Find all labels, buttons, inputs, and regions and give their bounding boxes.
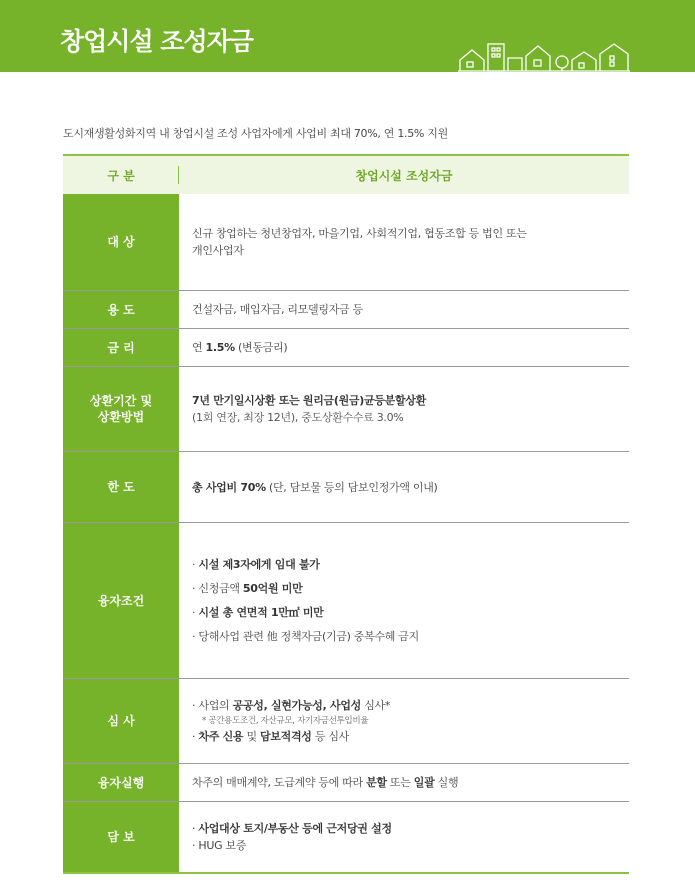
page-title: 창업시설 조성자금	[60, 27, 253, 56]
row-content	[180, 679, 629, 763]
review-footnote: * 공간용도조건, 자산규모, 자기자금선투입비율	[202, 716, 369, 726]
table-row-conditions	[63, 522, 629, 678]
header-value-cell: 창업시설 조성자금	[355, 168, 453, 183]
repay-line-1: 7년 만기일시상환 또는 원리금(원금)균등분할상환	[192, 394, 426, 407]
row-content	[180, 291, 629, 328]
table-header-row	[63, 156, 629, 194]
header-label-cell: 구 분	[63, 156, 179, 194]
list-item: · 신청금액 50억원 미만	[192, 581, 303, 595]
row-label: 금 리	[63, 329, 180, 366]
row-label: 융자조건	[63, 523, 180, 678]
repay-label-1: 상환기간 및	[89, 394, 153, 408]
purpose-text: 건설자금, 매입자금, 리모델링자금 등	[192, 303, 363, 316]
row-content	[180, 452, 629, 522]
row-content: 차주의 매매계약, 도급계약 등에 따라 분할 또는 일괄 실행	[192, 776, 459, 789]
repay-label-2: 상환방법	[97, 410, 145, 424]
row-content	[180, 523, 629, 678]
row-content	[180, 367, 629, 451]
row-content	[180, 802, 629, 872]
table-row-collateral	[63, 801, 629, 872]
loan-info-table	[63, 154, 629, 874]
table-row-review	[63, 678, 629, 763]
list-item: · 시설 제3자에게 임대 불가	[192, 557, 320, 571]
table-row-rate	[63, 328, 629, 366]
row-label: 대 상	[63, 194, 180, 290]
list-item: · 사업의 공공성, 실현가능성, 사업성 심사*	[192, 699, 391, 712]
table-row-limit	[63, 451, 629, 522]
row-label: 융자실행	[63, 764, 180, 801]
row-label: 용 도	[63, 291, 180, 328]
row-label: 한 도	[63, 452, 180, 522]
table-row-purpose	[63, 290, 629, 328]
list-item: · 차주 신용 및 담보적격성 등 심사	[192, 730, 349, 743]
target-line-2: 개인사업자	[192, 244, 244, 257]
limit-post: (단, 담보물 등의 담보인정가액 이내)	[265, 480, 438, 494]
row-label	[63, 367, 180, 451]
row-label: 심 사	[63, 679, 180, 763]
limit-value: 총 사업비 70%	[192, 480, 266, 494]
title-banner	[0, 0, 695, 72]
table-row-target	[63, 194, 629, 290]
rate-pre: 연	[192, 341, 206, 354]
row-content	[180, 329, 629, 366]
row-content	[180, 194, 629, 290]
table-row-execution	[63, 763, 629, 801]
list-item: · 사업대상 토지/부동산 등에 근저당권 설정	[192, 822, 392, 835]
row-label: 담 보	[63, 802, 180, 872]
table-row-repay	[63, 366, 629, 451]
rate-value: 1.5%	[205, 341, 235, 354]
repay-line-2: (1회 연장, 최장 12년), 중도상환수수료 3.0%	[192, 411, 404, 424]
rate-post: (변동금리)	[234, 341, 288, 354]
list-item: · 시설 총 연면적 1만㎡ 미만	[192, 605, 324, 619]
target-line-1: 신규 창업하는 청년창업자, 마을기업, 사회적기업, 협동조합 등 법인 또는	[192, 227, 527, 240]
list-item: · HUG 보증	[192, 839, 247, 852]
house-skyline-icon	[458, 38, 630, 72]
list-item: · 당해사업 관련 他 정책자금(기금) 중복수혜 금지	[192, 629, 419, 643]
intro-text: 도시재생활성화지역 내 창업시설 조성 사업자에게 사업비 최대 70%, 연 1.5% 지원	[63, 127, 448, 140]
